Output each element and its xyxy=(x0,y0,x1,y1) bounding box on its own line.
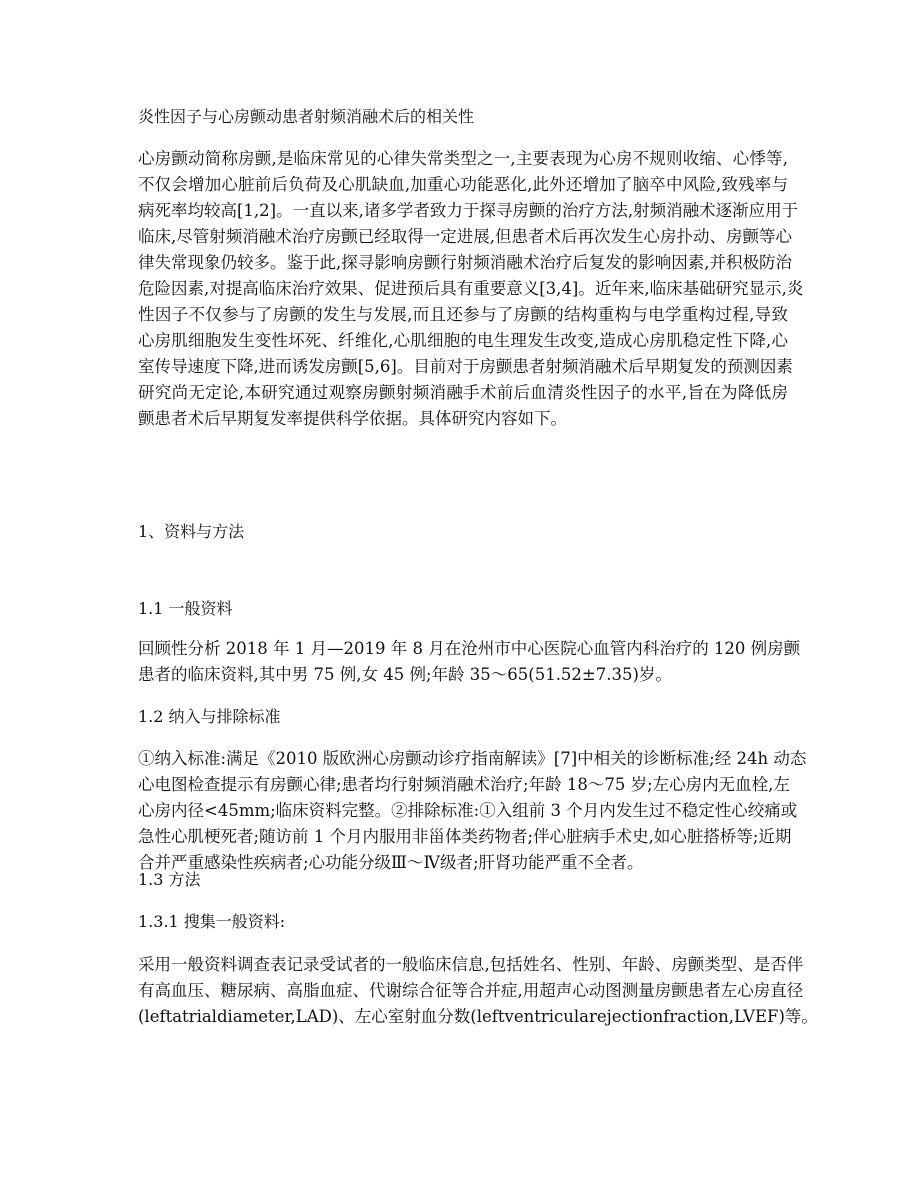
section-heading-materials-methods: 1、资料与方法 xyxy=(138,522,245,541)
text-line: 心房内径<45mm;临床资料完整。②排除标准:①入组前 3 个月内发生过不稳定性心绞痛或 xyxy=(138,801,798,820)
text-line: 急性心肌梗死者;随访前 1 个月内服用非甾体类药物者;伴心脏病手术史,如心脏搭桥等;近期 xyxy=(138,827,792,846)
text-line: 室传导速度下降,进而诱发房颤[5,6]。目前对于房颤患者射频消融术后早期复发的预测因素 xyxy=(138,357,793,376)
text-line: 合并严重感染性疾病者;心功能分级Ⅲ～Ⅳ级者;肝肾功能严重不全者。 xyxy=(138,853,644,872)
text-line: 不仅会增加心脏前后负荷及心肌缺血,加重心功能恶化,此外还增加了脑卒中风险,致残率与 xyxy=(138,175,788,194)
text-line: 心房肌细胞发生变性坏死、纤维化,心肌细胞的电生理发生改变,造成心房肌稳定性下降,心 xyxy=(138,331,788,350)
document-title: 炎性因子与心房颤动患者射频消融术后的相关性 xyxy=(138,107,475,126)
text-line: 临床,尽管射频消融术治疗房颤已经取得一定进展,但患者术后再次发生心房扑动、房颤等心 xyxy=(138,227,792,246)
text-line: 心房颤动简称房颤,是临床常见的心律失常类型之一,主要表现为心房不规则收缩、心悸等, xyxy=(138,149,788,168)
text-line: 危险因素,对提高临床治疗效果、促进预后具有重要意义[3,4]。近年来,临床基础研究显示,炎 xyxy=(138,279,804,298)
subsection-heading-methods: 1.3 方法 xyxy=(138,870,201,889)
text-line: 回顾性分析 2018 年 1 月—2019 年 8 月在沧州市中心医院心血管内科治疗的 120 例房颤 xyxy=(138,639,801,658)
text-line: 研究尚无定论,本研究通过观察房颤射频消融手术前后血清炎性因子的水平,旨在为降低房 xyxy=(138,383,788,402)
subsection-heading-criteria: 1.2 纳入与排除标准 xyxy=(138,707,281,726)
subsection-heading-collect-data: 1.3.1 搜集一般资料: xyxy=(138,912,286,931)
criteria-paragraph xyxy=(138,746,807,876)
text-line: 律失常现象仍较多。鉴于此,探寻影响房颤行射频消融术治疗后复发的影响因素,并积极防治 xyxy=(138,253,792,272)
text-line: 有高血压、糖尿病、高脂血症、代谢综合征等合并症,用超声心动图测量房颤患者左心房直径 xyxy=(138,981,804,1000)
text-line: 性因子不仅参与了房颤的发生与发展,而且还参与了房颤的结构重构与电学重构过程,导致 xyxy=(138,305,788,324)
text-line: 颤患者术后早期复发率提供科学依据。具体研究内容如下。 xyxy=(138,409,567,428)
text-line: 病死率均较高[1,2]。一直以来,诸多学者致力于探寻房颤的治疗方法,射频消融术逐渐应用于 xyxy=(138,201,799,220)
text-line: 患者的临床资料,其中男 75 例,女 45 例;年龄 35～65(51.52±7.35)岁。 xyxy=(138,665,672,684)
collect-data-paragraph xyxy=(138,952,818,1030)
general-data-paragraph xyxy=(138,636,801,688)
intro-paragraph xyxy=(138,146,804,432)
text-line: (leftatrialdiameter,LAD)、左心室射血分数(leftventricularejectionfraction,LVEF)等。 xyxy=(138,1007,818,1026)
text-line: 心电图检查提示有房颤心律;患者均行射频消融术治疗;年龄 18～75 岁;左心房内无血栓,左 xyxy=(138,775,790,794)
subsection-heading-general-data: 1.1 一般资料 xyxy=(138,599,233,618)
text-line: 采用一般资料调查表记录受试者的一般临床信息,包括姓名、性别、年龄、房颤类型、是否伴 xyxy=(138,955,804,974)
text-line: ①纳入标准:满足《2010 版欧洲心房颤动诊疗指南解读》[7]中相关的诊断标准;经 24h 动态 xyxy=(138,749,807,768)
